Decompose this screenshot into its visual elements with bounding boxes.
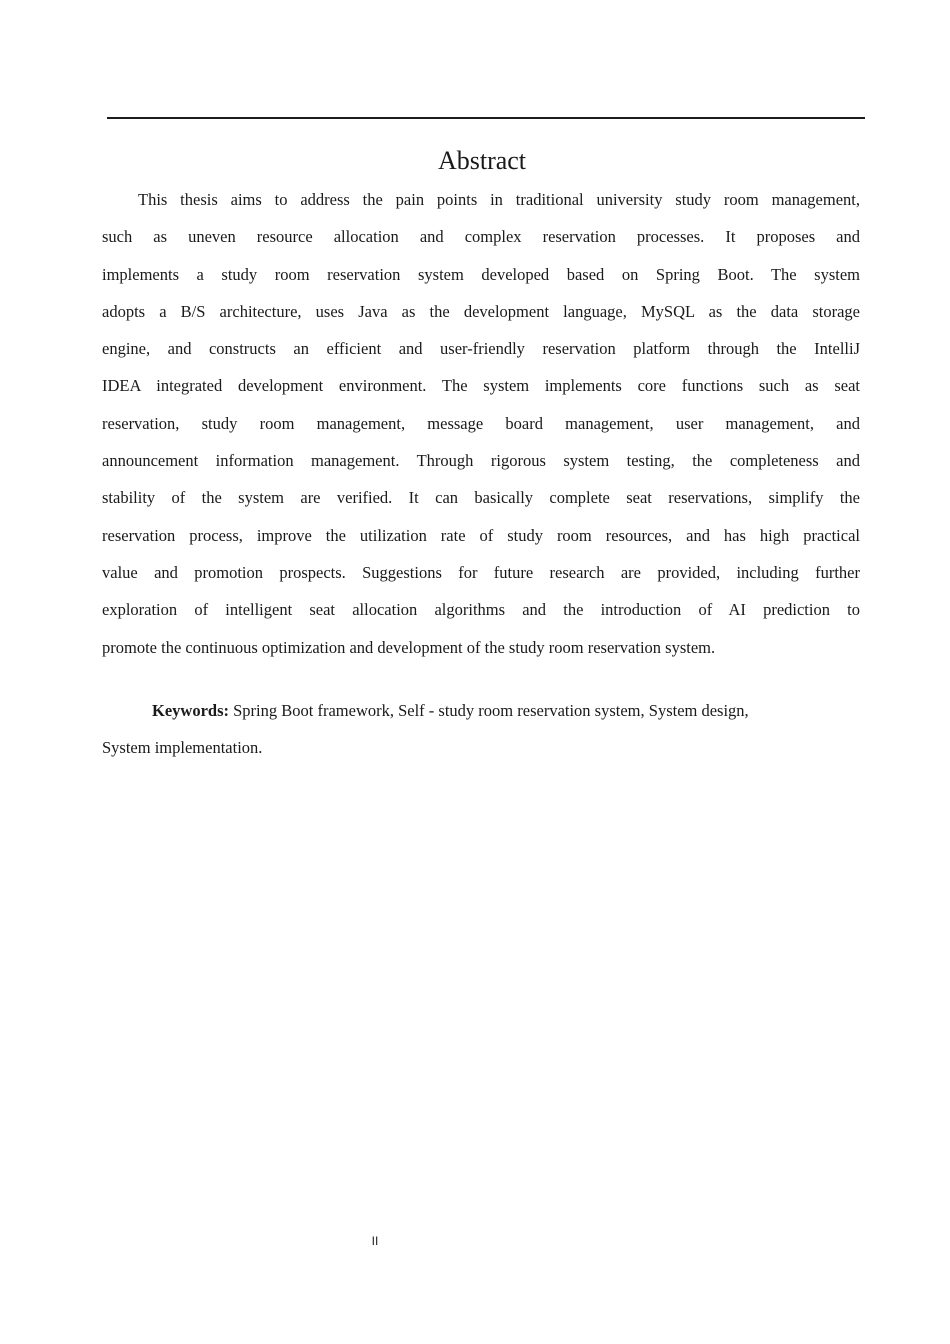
paragraph-line: promote the continuous optimization and development of the study room reservation system.	[102, 637, 716, 657]
paragraph-line: This thesis aims to address the pain points in traditional university study room management,	[138, 190, 860, 209]
keywords-line-1	[102, 692, 860, 729]
keywords-label: Keywords:	[152, 701, 229, 720]
abstract-paragraph	[102, 181, 860, 666]
keywords-block	[102, 692, 860, 767]
abstract-heading: Abstract	[437, 146, 527, 175]
paragraph-line: exploration of intelligent seat allocation algorithms and the introduction of AI prediction to	[102, 600, 860, 620]
paragraph-line: reservation, study room management, message board management, user management, and	[102, 413, 860, 433]
paragraph-line: adopts a B/S architecture, uses Java as the development language, MySQL as the data storage	[102, 301, 860, 321]
paragraph-line: reservation process, improve the utilization rate of study room resources, and has high practical	[102, 525, 860, 545]
paragraph-line: value and promotion prospects. Suggestions for future research are provided, including further	[102, 562, 860, 582]
paragraph-line: such as uneven resource allocation and complex reservation processes. It proposes and	[102, 227, 860, 247]
keywords-text: Spring Boot framework, Self - study room reservation system, System design,	[233, 701, 749, 720]
paragraph-line: implements a study room reservation system developed based on Spring Boot. The system	[102, 264, 860, 284]
keywords-line-2: System implementation.	[102, 738, 263, 758]
page-number: II	[371, 1234, 379, 1248]
paragraph-line: IDEA integrated development environment. The system implements core functions such as seat	[102, 376, 860, 396]
header-rule-divider	[107, 117, 865, 119]
paragraph-line: stability of the system are verified. It can basically complete seat reservations, simplify the	[102, 488, 860, 508]
paragraph-line: engine, and constructs an efficient and user-friendly reservation platform through the IntelliJ	[102, 339, 860, 359]
paragraph-line: announcement information management. Through rigorous system testing, the completeness and	[102, 451, 860, 471]
